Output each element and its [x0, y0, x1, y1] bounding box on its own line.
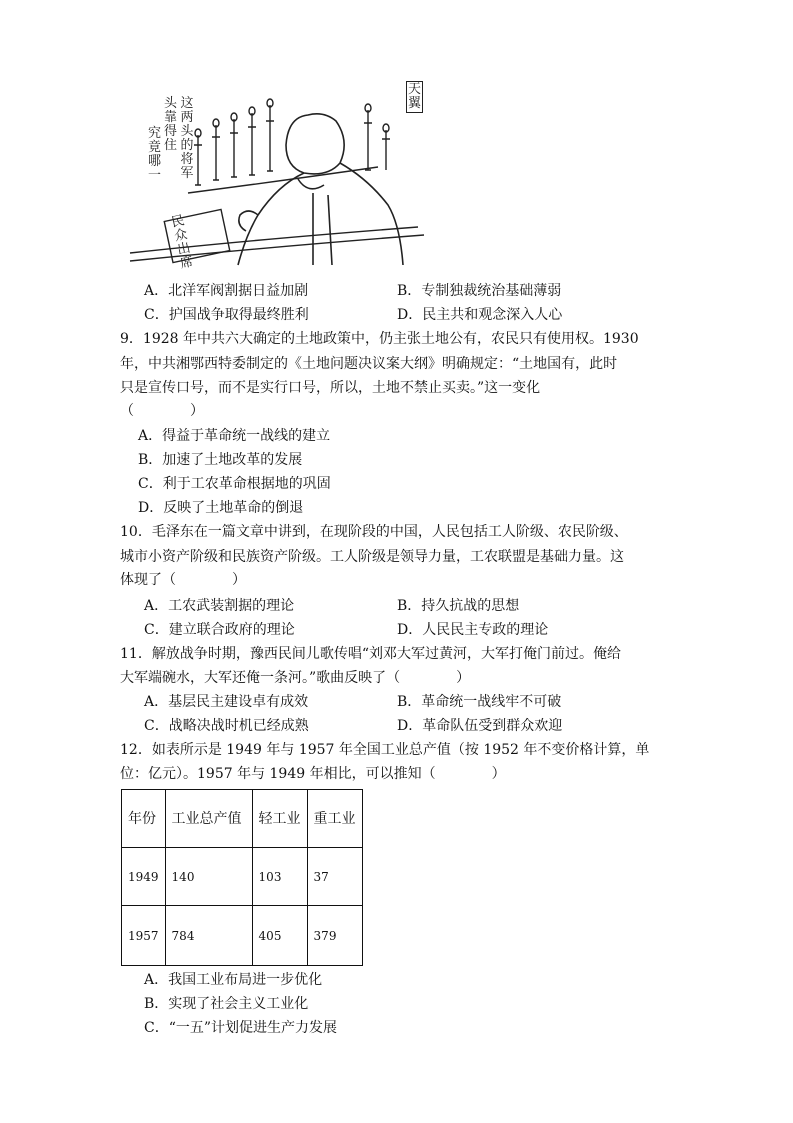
cartoon-caption-column-3: 这 两 头 的 将 军 — [180, 96, 194, 181]
q11-option-b: B．革命统一战线牢不可破 — [397, 694, 562, 710]
q11-option-c: C．战略决战时机已经成熟 — [144, 718, 309, 734]
q8-option-c: C．护国战争取得最终胜利 — [144, 307, 309, 323]
industrial-output-table — [121, 789, 363, 966]
table-cell-heavy: 37 — [307, 848, 362, 906]
q12-stem-line-1: 12．如表所示是 1949 年与 1957 年全国工业总产值（按 1952 年不变价格计算，单 — [120, 742, 650, 758]
table-header-cell: 工业总产值 — [165, 790, 252, 848]
cartoon-caption-column-2: 头 靠 得 住 — [164, 96, 178, 153]
q10-option-c: C．建立联合政府的理论 — [144, 622, 295, 638]
table-header-row — [122, 790, 363, 848]
q10-option-a: A．工农武装割据的理论 — [144, 598, 295, 614]
q8-option-a: A．北洋军阀割据日益加剧 — [144, 283, 309, 299]
table-header-cell: 重工业 — [307, 790, 362, 848]
q9-stem-line-2: 年，中共湘鄂西特委制定的《土地问题决议案大纲》明确规定：“土地国有，此时 — [120, 356, 618, 372]
cartoon-box-label: 民 众 出 席 — [170, 213, 195, 272]
q9-option-c: C．利于工农革命根据地的巩固 — [138, 476, 331, 492]
q12-option-c: C．“一五”计划促进生产力发展 — [144, 1020, 338, 1036]
q10-option-d: D．人民民主专政的理论 — [397, 622, 549, 638]
cartoon-signature-stamp: 天 翼 — [408, 82, 422, 111]
general-figurines — [194, 99, 390, 185]
q10-stem-line-1: 10．毛泽东在一篇文章中讲到，在现阶段的中国，人民包括工人阶级、农民阶级、 — [120, 524, 628, 540]
q12-option-b: B．实现了社会主义工业化 — [144, 996, 309, 1012]
seated-man — [238, 114, 403, 265]
q11-option-a: A．基层民主建设卓有成效 — [144, 694, 309, 710]
q11-option-d: D．革命队伍受到群众欢迎 — [397, 718, 563, 734]
table-cell-year: 1949 — [122, 848, 166, 906]
table-row — [122, 906, 363, 966]
table-cell-light: 405 — [252, 906, 307, 966]
q9-option-a: A．得益于革命统一战线的建立 — [138, 428, 331, 444]
table-header-cell: 轻工业 — [252, 790, 307, 848]
table-row — [122, 848, 363, 906]
cartoon-caption-column-1: 究 竟 哪 一 — [148, 126, 162, 183]
q11-stem-line-1: 11．解放战争时期，豫西民间儿歌传唱“刘邓大军过黄河，大军打俺门前过。俺给 — [120, 646, 621, 662]
q8-option-b: B．专制独裁统治基础薄弱 — [397, 283, 562, 299]
q10-stem-line-3: 体现了（ ） — [120, 572, 246, 588]
q9-answer-blank: （ ） — [120, 403, 204, 419]
q11-stem-line-2: 大军端碗水，大军还俺一条河。”歌曲反映了（ ） — [120, 670, 471, 686]
q10-option-b: B．持久抗战的思想 — [397, 598, 520, 614]
q9-stem-line-1: 9．1928 年中共六大确定的土地政策中，仍主张土地公有，农民只有使用权。1930 — [120, 331, 639, 347]
table-cell-total: 784 — [165, 906, 252, 966]
q12-option-a: A．我国工业布局进一步优化 — [144, 972, 323, 988]
q10-stem-line-2: 城市小资产阶级和民族资产阶级。工人阶级是领导力量，工农联盟是基础力量。这 — [120, 549, 624, 565]
q12-stem-line-2: 位：亿元）。1957 年与 1949 年相比，可以推知（ ） — [120, 766, 506, 782]
q8-option-d: D．民主共和观念深入人心 — [397, 307, 563, 323]
table-cell-year: 1957 — [122, 906, 166, 966]
q9-option-b: B．加速了土地改革的发展 — [138, 452, 303, 468]
q9-stem-line-3: 只是宣传口号，而不是实行口号，所以，土地不禁止买卖。”这一变化 — [120, 380, 541, 396]
table-header-cell: 年份 — [122, 790, 166, 848]
q9-option-d: D．反映了土地革命的倒退 — [138, 500, 304, 516]
table-cell-light: 103 — [252, 848, 307, 906]
political-cartoon — [128, 75, 428, 270]
table-cell-heavy: 379 — [307, 906, 362, 966]
table-cell-total: 140 — [165, 848, 252, 906]
